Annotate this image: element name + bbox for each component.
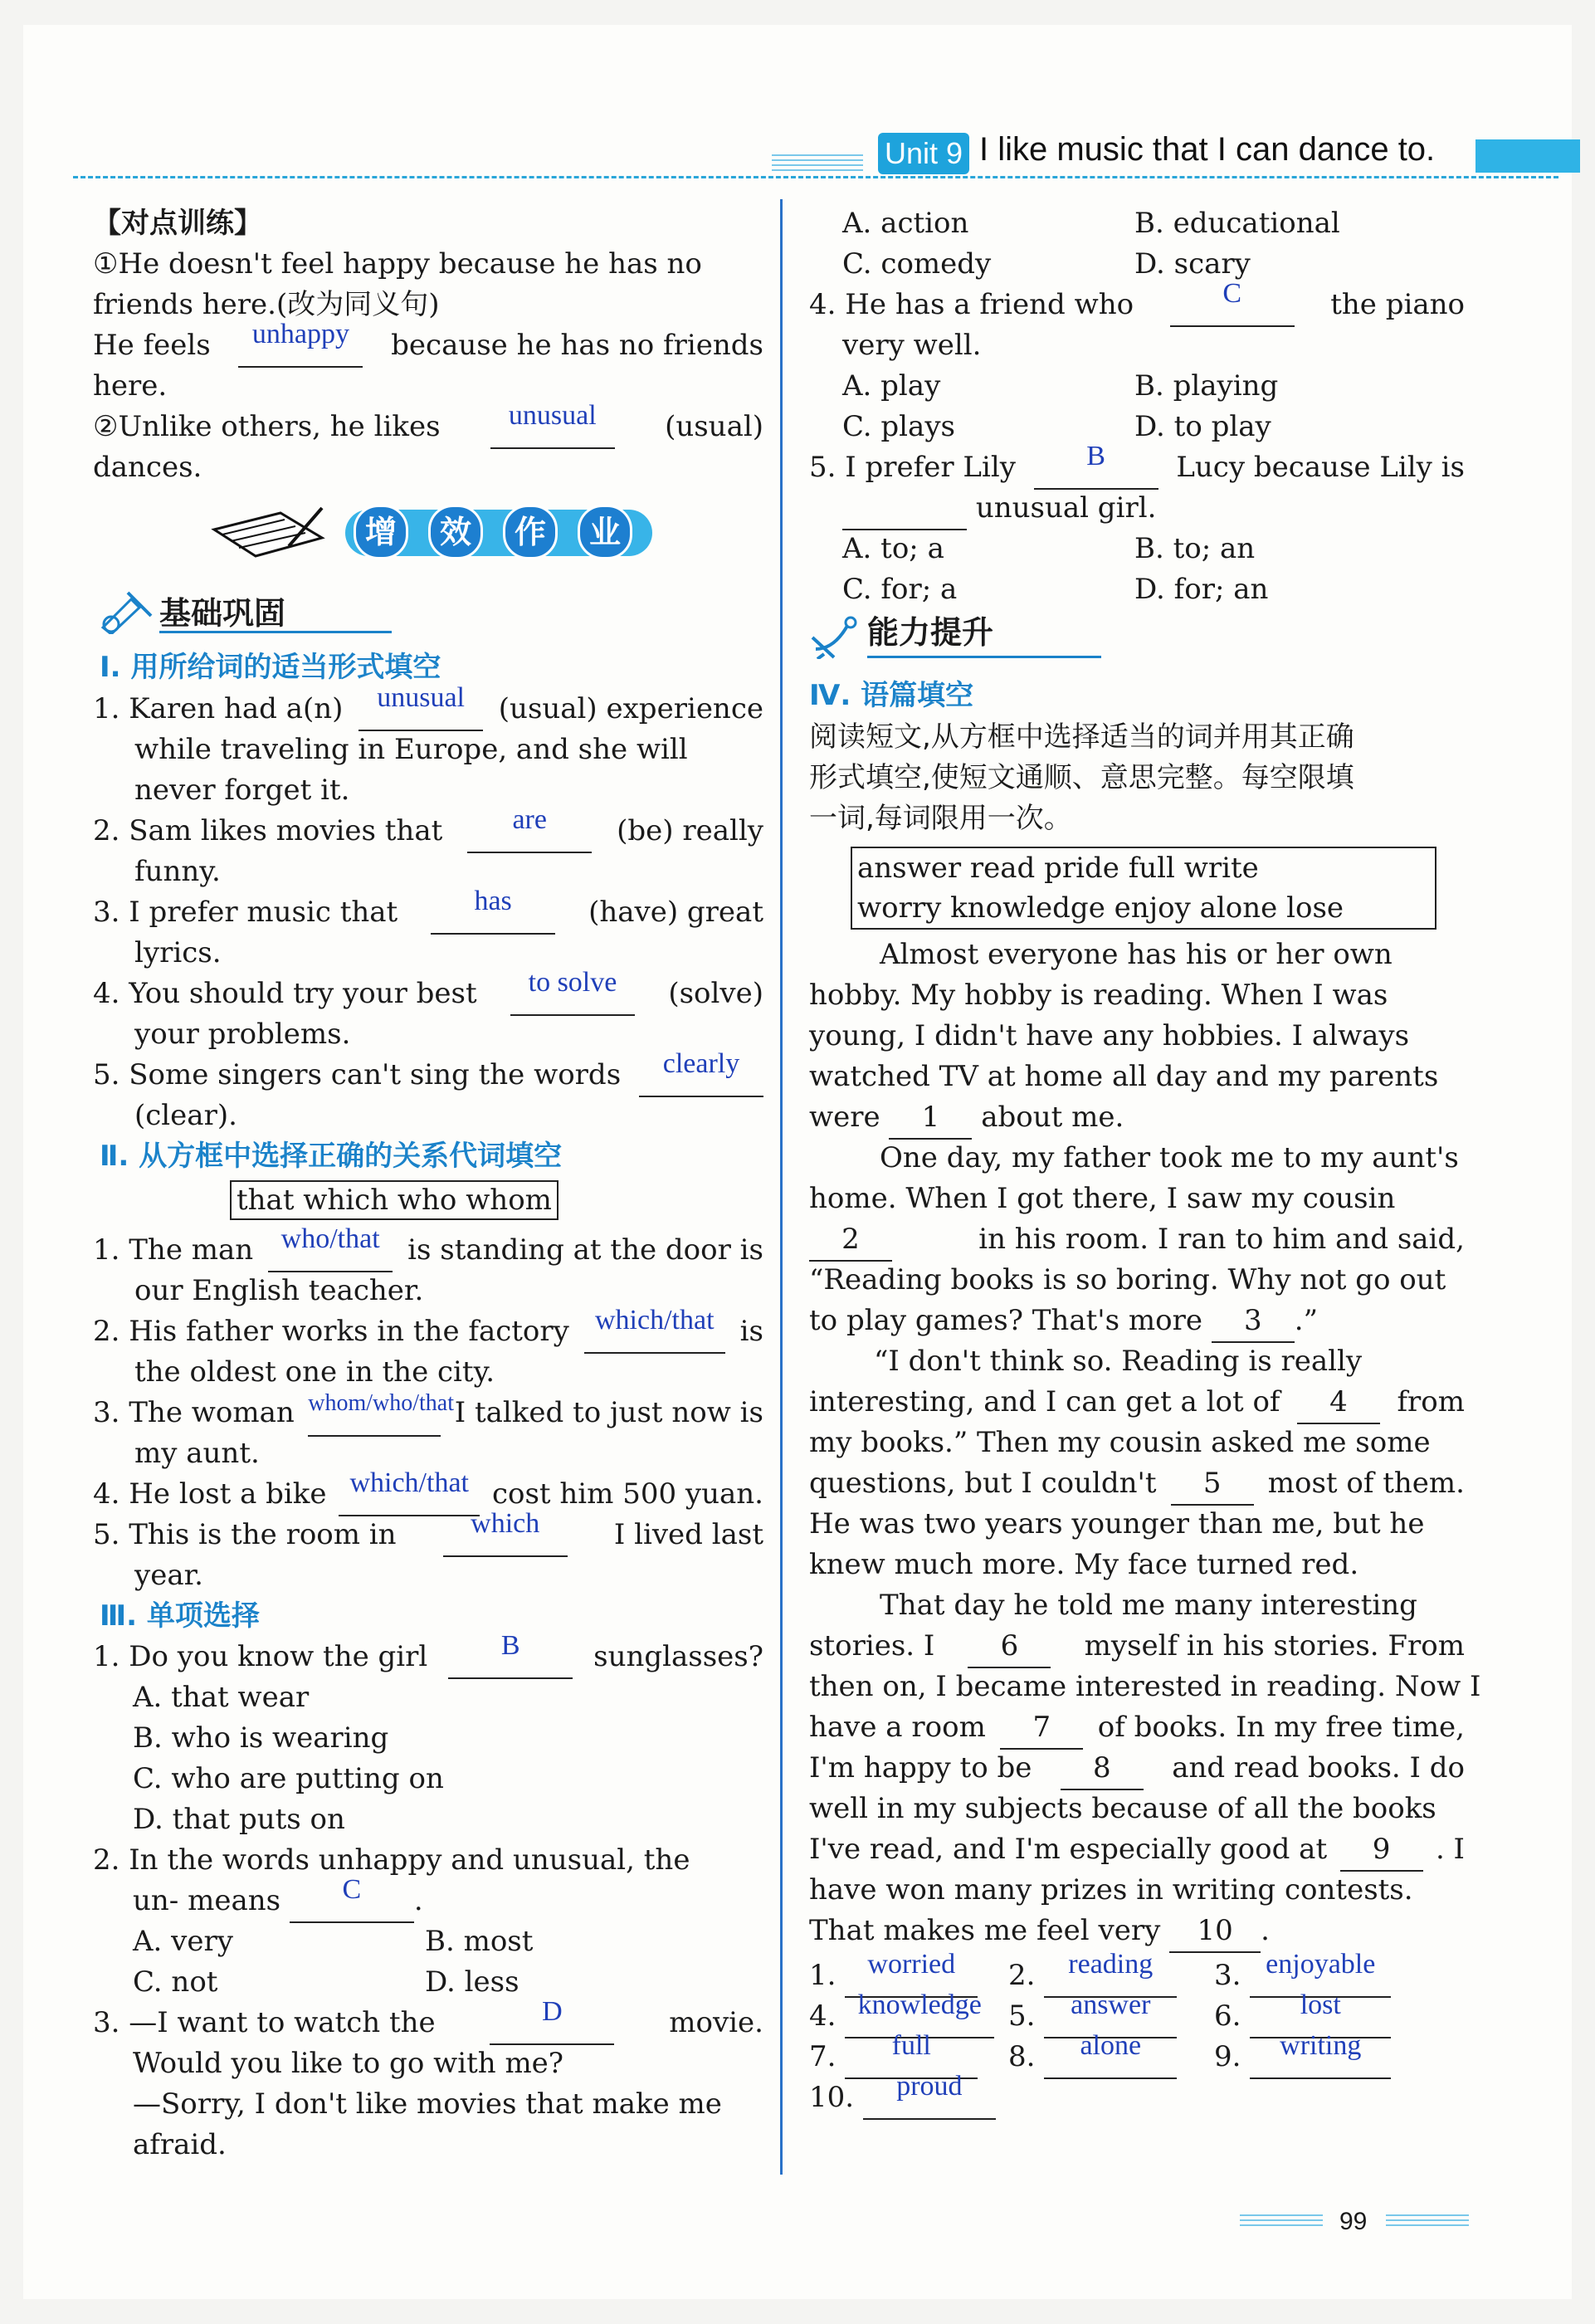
banner-char: 作 xyxy=(503,505,558,559)
answer-blank[interactable] xyxy=(1170,278,1295,327)
answer-label: 1. xyxy=(809,1959,837,1992)
ability-title: 能力提升 xyxy=(867,614,994,651)
answer: C xyxy=(1222,278,1242,309)
s3-q1-option-d[interactable]: D. that puts on xyxy=(133,1803,345,1836)
s3-q5-option-b[interactable]: B. to; an xyxy=(1134,532,1256,565)
passage-line xyxy=(809,1382,1465,1424)
s3-q3-line1 xyxy=(93,1996,763,2045)
text: in his room. I ran to him and said, xyxy=(978,1223,1465,1256)
passage-line xyxy=(809,975,1465,1016)
text: 3. I prefer music that xyxy=(93,896,398,929)
section-2-title: Ⅱ. 从方框中选择正确的关系代词填空 xyxy=(100,1140,563,1173)
blank-number: 3 xyxy=(1243,1304,1262,1337)
passage-blank-5[interactable] xyxy=(1171,1463,1254,1506)
passage-blank-1[interactable] xyxy=(889,1097,972,1140)
passage-line: knew much more. My face turned red. xyxy=(809,1548,1359,1581)
s2-q3-line1 xyxy=(93,1390,763,1437)
s3-q3-option-a[interactable]: A. action xyxy=(842,207,969,240)
s2-q3-line2: my aunt. xyxy=(134,1437,260,1470)
text: I talked to just now is xyxy=(454,1396,763,1429)
text: questions, but I couldn't xyxy=(809,1467,1157,1500)
text: because he has no friends xyxy=(391,329,763,362)
passage-line xyxy=(880,1138,1465,1179)
answer: B xyxy=(1086,441,1105,471)
text: (be) really xyxy=(617,814,763,847)
answer: answer xyxy=(1071,1990,1151,2020)
s3-q5-line2 xyxy=(842,488,1156,530)
text: 4. He has a friend who xyxy=(809,288,1134,321)
text: (usual) experience xyxy=(498,692,763,725)
answer: which xyxy=(471,1508,540,1539)
answer-blank[interactable] xyxy=(584,1305,725,1354)
passage-blank-6[interactable] xyxy=(968,1626,1051,1668)
text: . I xyxy=(1435,1833,1465,1866)
answer: whom/who/that xyxy=(308,1390,454,1416)
blank-number: 6 xyxy=(1000,1629,1019,1662)
text: is standing at the door is xyxy=(407,1233,763,1267)
text: 4. You should try your best xyxy=(93,977,477,1010)
answer-blank[interactable] xyxy=(842,488,967,530)
basic-section-heading xyxy=(98,588,397,634)
passage-line xyxy=(809,1789,1465,1829)
text: 3. —I want to watch the xyxy=(93,2006,436,2039)
text: un- means xyxy=(133,1884,281,1917)
s2-q1-line2: our English teacher. xyxy=(134,1274,424,1307)
s1-q2-line2: funny. xyxy=(134,855,221,888)
pencil-ruler-icon xyxy=(98,588,156,634)
answer: has xyxy=(474,886,512,916)
passage-line xyxy=(809,1016,1465,1057)
practice-q1-line1 xyxy=(93,244,763,285)
s3-q5-option-d[interactable]: D. for; an xyxy=(1134,573,1269,606)
answer-blank[interactable] xyxy=(268,1223,393,1272)
s3-q2-line1 xyxy=(93,1840,763,1881)
s2-q2-line2: the oldest one in the city. xyxy=(134,1355,495,1389)
answer: knowledge xyxy=(857,1990,982,2020)
practice-title: 【对点训练】 xyxy=(93,207,262,240)
blank-number: 7 xyxy=(1032,1711,1051,1744)
s3-q3-line4: afraid. xyxy=(133,2128,227,2161)
passage-line xyxy=(809,1179,1465,1219)
text: 3. The woman xyxy=(93,1396,295,1429)
section-3-title: Ⅲ. 单项选择 xyxy=(100,1599,260,1633)
answer-blank[interactable] xyxy=(490,400,615,449)
text: 2. In the words unhappy and unusual, the xyxy=(93,1843,690,1877)
heading-underline xyxy=(159,631,392,633)
text: interesting, and I can get a lot of xyxy=(809,1385,1280,1418)
s3-q4-option-c[interactable]: C. plays xyxy=(842,410,955,443)
unit-title: I like music that I can dance to. xyxy=(979,131,1436,168)
answer: enjoyable xyxy=(1266,1949,1376,1980)
passage-line xyxy=(809,1829,1465,1872)
section-1-title: Ⅰ. 用所给词的适当形式填空 xyxy=(100,651,441,684)
text: then on, I became interested in reading. Now I xyxy=(809,1670,1481,1703)
s3-q3-option-d[interactable]: D. scary xyxy=(1134,247,1251,281)
s2-q5-line2: year. xyxy=(134,1559,203,1592)
answer-label: 10. xyxy=(809,2081,855,2114)
s3-q5-option-c[interactable]: C. for; a xyxy=(842,573,958,606)
answer-blank[interactable] xyxy=(359,682,483,731)
text: and read books. I do xyxy=(1172,1751,1465,1784)
s1-q1-line2 xyxy=(134,730,763,770)
answer: which/that xyxy=(595,1305,715,1335)
text: 阅读短文,从方框中选择适当的词并用其正确 xyxy=(809,720,1354,754)
blank-number: 10 xyxy=(1197,1914,1233,1947)
s3-q2-line2: un- means C . xyxy=(133,1881,423,1923)
text: my books.” Then my cousin asked me some xyxy=(809,1426,1431,1459)
text: stories. I xyxy=(809,1629,935,1662)
s3-q5-option-a[interactable]: A. to; a xyxy=(842,532,944,565)
blank-number: 5 xyxy=(1202,1467,1222,1500)
answer: writing xyxy=(1280,2030,1362,2061)
text: (usual) xyxy=(665,410,763,443)
answer-blank[interactable] xyxy=(443,1508,568,1557)
s1-q4-line1 xyxy=(93,967,763,1016)
answer-blank[interactable] xyxy=(238,319,363,368)
s2-q4-line1 xyxy=(93,1467,763,1516)
s1-q1-line1 xyxy=(93,682,763,731)
text: I'm happy to be xyxy=(809,1751,1032,1784)
column-divider xyxy=(780,199,783,2175)
answer-item-8 xyxy=(1008,2030,1177,2079)
page-number: 99 xyxy=(1339,2208,1368,2235)
answer-blank[interactable] xyxy=(1044,2030,1177,2079)
s3-q4-line1 xyxy=(809,278,1465,327)
homework-banner xyxy=(206,505,654,561)
blank-number: 2 xyxy=(841,1223,860,1256)
text: 形式填空,使短文通顺、意思完整。每空限填 xyxy=(809,761,1354,794)
text: (have) great xyxy=(588,896,763,929)
text: movie. xyxy=(669,2006,763,2039)
answer-blank[interactable] xyxy=(510,967,635,1016)
s1-q5-line1 xyxy=(93,1048,763,1097)
text: the piano xyxy=(1330,288,1465,321)
answer: worried xyxy=(867,1949,956,1980)
text: Lucy because Lily is xyxy=(1176,451,1465,484)
answer-blank[interactable] xyxy=(639,1048,763,1097)
text: have a room xyxy=(809,1711,986,1744)
text: most of them. xyxy=(1267,1467,1465,1500)
s3-q2-option-a[interactable]: A. very xyxy=(133,1925,233,1958)
header-bar xyxy=(1475,139,1580,173)
text: “I don't think so. Reading is really xyxy=(874,1345,1363,1378)
text: 5. This is the room in xyxy=(93,1518,397,1551)
text: to play games? That's more xyxy=(809,1304,1202,1337)
answer-label: 9. xyxy=(1214,2040,1241,2073)
unit-badge: Unit 9 xyxy=(878,133,969,174)
answer: C xyxy=(342,1874,362,1905)
text: unusual girl. xyxy=(975,491,1157,525)
s3-q3-option-c[interactable]: C. comedy xyxy=(842,247,992,281)
section-4-title: Ⅳ. 语篇填空 xyxy=(809,679,974,712)
text: ①He doesn't feel happy because he has no xyxy=(93,247,702,281)
s4-instruction-line2 xyxy=(809,758,1465,798)
text: have won many prizes in writing contests. xyxy=(809,1873,1413,1907)
text: 2. His father works in the factory xyxy=(93,1315,569,1348)
s3-q4-line2: very well. xyxy=(842,329,982,362)
passage-blank-9[interactable] xyxy=(1340,1829,1423,1872)
text: were xyxy=(809,1101,880,1134)
s3-q4-option-a[interactable]: A. play xyxy=(842,369,941,403)
relative-pronoun-box: that which who whom xyxy=(230,1180,558,1220)
answer-item-9 xyxy=(1214,2030,1391,2079)
blank-number: 8 xyxy=(1092,1751,1111,1784)
word-bank-row-2: worry knowledge enjoy alone lose xyxy=(857,891,1344,925)
answer-blank[interactable] xyxy=(1034,441,1158,490)
blank-number: 1 xyxy=(921,1101,940,1134)
answer-blank[interactable] xyxy=(467,804,592,853)
passage-blank-7[interactable] xyxy=(1000,1707,1083,1750)
text: sunglasses? xyxy=(593,1640,763,1673)
heading-underline xyxy=(867,656,1101,658)
practice-q1-line4: here. xyxy=(93,369,168,403)
basic-title: 基础巩固 xyxy=(159,595,286,632)
s1-q3-line1 xyxy=(93,886,763,935)
word-bank-box xyxy=(851,847,1436,930)
answer-blank[interactable] xyxy=(308,1390,454,1437)
practice-q1-answer-line xyxy=(93,319,763,368)
banner-char: 效 xyxy=(428,505,483,559)
answer-blank[interactable] xyxy=(448,1630,573,1679)
answer-blank[interactable] xyxy=(290,1874,414,1923)
s1-q2-line1 xyxy=(93,804,763,853)
passage-line xyxy=(809,1626,1465,1668)
text: I lived last xyxy=(613,1518,763,1551)
passage-line xyxy=(874,1341,1465,1382)
answer-blank[interactable] xyxy=(1250,2030,1391,2079)
passage-line xyxy=(809,1097,1124,1140)
text: about me. xyxy=(981,1101,1124,1134)
answer-blank[interactable] xyxy=(431,886,555,935)
answer: alone xyxy=(1080,2030,1142,2061)
s3-q1-option-a[interactable]: A. that wear xyxy=(133,1681,310,1714)
satellite-icon xyxy=(809,613,864,659)
s2-q5-line1 xyxy=(93,1508,763,1557)
text: hobby. My hobby is reading. When I was xyxy=(809,979,1388,1012)
passage-line: to play games? That's more 3 .” xyxy=(809,1301,1318,1343)
text: One day, my father took me to my aunt's xyxy=(880,1141,1459,1174)
answer: full xyxy=(891,2030,931,2061)
answer: which/that xyxy=(349,1467,469,1498)
text: That day he told me many interesting xyxy=(880,1589,1417,1622)
answer: lost xyxy=(1300,1990,1341,2020)
text: 2. Sam likes movies that xyxy=(93,814,443,847)
s2-q1-line1 xyxy=(93,1223,763,1272)
text: 5. Some singers can't sing the words xyxy=(93,1058,622,1091)
s3-q2-option-b[interactable]: B. most xyxy=(425,1925,534,1958)
s1-q4-line2: your problems. xyxy=(134,1018,351,1051)
answer: proud xyxy=(896,2071,963,2102)
text: is xyxy=(739,1315,763,1348)
passage-line xyxy=(809,1667,1481,1707)
answer: unusual xyxy=(377,682,465,713)
header-decoration xyxy=(772,154,863,171)
s2-q2-line1 xyxy=(93,1305,763,1354)
answer: unhappy xyxy=(251,319,349,349)
passage-line xyxy=(809,1748,1465,1790)
answer-blank[interactable] xyxy=(490,1996,614,2045)
footer-decoration xyxy=(1240,2214,1323,2229)
answer-label: 6. xyxy=(1214,1999,1241,2033)
s3-q1-line1 xyxy=(93,1630,763,1679)
s3-q3-line3 xyxy=(133,2084,763,2125)
text: from xyxy=(1397,1385,1465,1418)
answer: B xyxy=(500,1630,520,1661)
text: He was two years younger than me, but he xyxy=(809,1507,1425,1540)
answer-item-10 xyxy=(809,2071,996,2120)
answer-label: 2. xyxy=(1008,1959,1036,1992)
text: That makes me feel very xyxy=(809,1914,1161,1947)
blank-number: 4 xyxy=(1329,1385,1348,1418)
s1-q5-line2: (clear). xyxy=(134,1099,237,1132)
text: 5. I prefer Lily xyxy=(809,451,1016,484)
text: 1. Do you know the girl xyxy=(93,1640,428,1673)
answer: clearly xyxy=(662,1048,740,1079)
header-rule xyxy=(73,176,1558,178)
text: He feels xyxy=(93,329,211,362)
practice-q2-line2: dances. xyxy=(93,451,202,484)
passage-line xyxy=(809,1504,1465,1545)
s3-q3-line2: Would you like to go with me? xyxy=(133,2047,564,2080)
s3-q5-line1 xyxy=(809,441,1465,490)
passage-line xyxy=(880,935,1465,975)
text: ②Unlike others, he likes xyxy=(93,410,441,443)
answer-blank[interactable] xyxy=(339,1467,480,1516)
answer: who/that xyxy=(280,1223,380,1254)
passage-blank-2[interactable] xyxy=(809,1219,892,1262)
blank-number: 9 xyxy=(1372,1833,1391,1866)
s1-q1-line3: never forget it. xyxy=(134,774,350,807)
text: of books. In my free time, xyxy=(1097,1711,1465,1744)
passage-line: That makes me feel very 10 . xyxy=(809,1911,1270,1953)
answer-label: 5. xyxy=(1008,1999,1036,2033)
footer-decoration xyxy=(1386,2214,1469,2229)
text: 1. The man xyxy=(93,1233,254,1267)
s3-q2-option-c[interactable]: C. not xyxy=(133,1965,218,1999)
text: Almost everyone has his or her own xyxy=(880,938,1393,971)
passage-blank-8[interactable] xyxy=(1061,1748,1144,1790)
text: 1. Karen had a(n) xyxy=(93,692,344,725)
s4-instruction-line3: 一词,每词限用一次。 xyxy=(809,802,1072,835)
passage-line xyxy=(809,1219,1465,1262)
passage-line xyxy=(809,1463,1465,1506)
passage-line xyxy=(809,1057,1465,1097)
ability-section-heading xyxy=(809,613,1108,659)
text: cost him 500 yuan. xyxy=(491,1477,763,1511)
s1-q3-line2: lyrics. xyxy=(134,936,222,969)
passage-blank-3[interactable] xyxy=(1212,1301,1295,1343)
text: young, I didn't have any hobbies. I always xyxy=(809,1019,1410,1052)
passage-line xyxy=(809,1260,1465,1301)
answer-blank[interactable] xyxy=(863,2071,996,2120)
text: watched TV at home all day and my parents xyxy=(809,1060,1439,1093)
passage-blank-4[interactable] xyxy=(1297,1382,1380,1424)
answer-label: 8. xyxy=(1008,2040,1036,2073)
s3-q4-option-d[interactable]: D. to play xyxy=(1134,410,1271,443)
s3-q1-option-b[interactable]: B. who is wearing xyxy=(133,1721,389,1755)
s4-instruction-line1 xyxy=(809,717,1465,758)
passage-line xyxy=(809,1707,1465,1750)
text: 4. He lost a bike xyxy=(93,1477,327,1511)
text: —Sorry, I don't like movies that make me xyxy=(133,2087,722,2121)
answer-label: 4. xyxy=(809,1999,837,2033)
answer: D xyxy=(542,1996,563,2027)
word-bank-row-1: answer read pride full write xyxy=(857,852,1259,885)
answer: reading xyxy=(1068,1949,1154,1980)
text: well in my subjects because of all the books xyxy=(809,1792,1436,1825)
text: while traveling in Europe, and she will xyxy=(134,733,688,766)
banner-char: 增 xyxy=(354,505,408,559)
passage-line xyxy=(809,1423,1465,1463)
text: “Reading books is so boring. Why not go out xyxy=(809,1263,1446,1296)
passage-line xyxy=(809,1870,1465,1911)
book-pen-icon xyxy=(206,505,330,561)
answer: to solve xyxy=(528,967,617,998)
text: I've read, and I'm especially good at xyxy=(809,1833,1328,1866)
answer-label: 3. xyxy=(1214,1959,1241,1992)
answer: unusual xyxy=(508,400,597,431)
s3-q3-option-b[interactable]: B. educational xyxy=(1134,207,1340,240)
text: myself in his stories. From xyxy=(1084,1629,1465,1662)
answer: are xyxy=(512,804,547,835)
s3-q2-option-d[interactable]: D. less xyxy=(425,1965,519,1999)
passage-line xyxy=(880,1585,1465,1626)
text: (solve) xyxy=(668,977,763,1010)
banner-char: 业 xyxy=(578,505,632,559)
s3-q1-option-c[interactable]: C. who are putting on xyxy=(133,1762,444,1795)
s3-q4-option-b[interactable]: B. playing xyxy=(1134,369,1279,403)
practice-q2-line xyxy=(93,400,763,449)
text: home. When I got there, I saw my cousin xyxy=(809,1182,1396,1215)
answer-label: 7. xyxy=(809,2040,837,2073)
practice-q1-line2: friends here.(改为同义句) xyxy=(93,288,440,321)
passage-blank-10[interactable] xyxy=(1169,1911,1261,1953)
